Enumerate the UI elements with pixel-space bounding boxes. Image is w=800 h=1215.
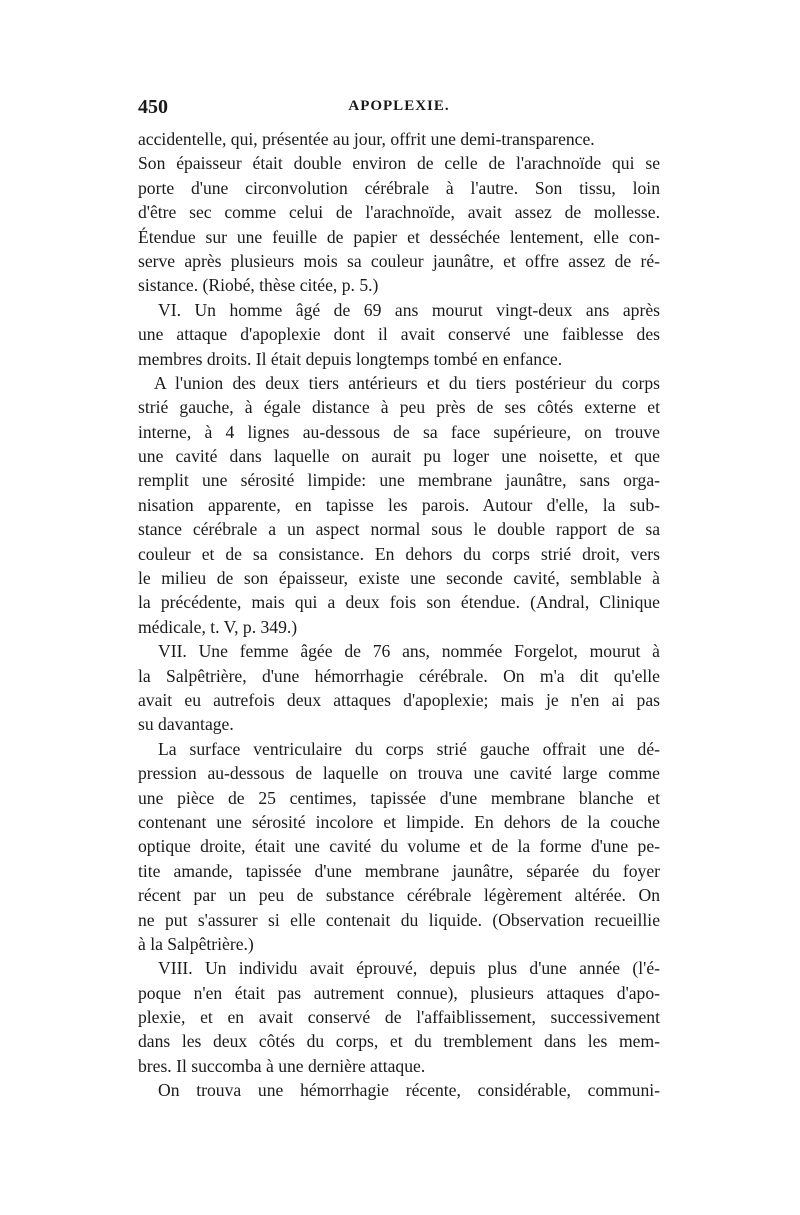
book-page (138, 96, 660, 1103)
text-line: couleur et de sa consistance. En dehors du corps strié droit, vers (138, 543, 660, 564)
text-line: la Salpêtrière, d'une hémorrhagie cérébrale. On m'a dit qu'elle (138, 665, 660, 686)
text-line: ne put s'assurer si elle contenait du liquide. (Observation recueillie (138, 909, 660, 930)
text-line: plexie, et en avait conservé de l'affaiblissement, successivement (138, 1007, 660, 1028)
text-line: A l'union des deux tiers antérieurs et du tiers postérieur du corps (154, 372, 660, 393)
text-line: VI. Un homme âgé de 69 ans mourut vingt-deux ans après (158, 299, 660, 320)
text-line: membres droits. Il était depuis longtemps tombé en enfance. (138, 348, 563, 369)
page-number: 450 (138, 96, 168, 118)
text-line: On trouva une hémorrhagie récente, considérable, communi- (158, 1080, 660, 1101)
text-line: dans les deux côtés du corps, et du tremblement dans les mem- (138, 1031, 660, 1052)
text-line: récent par un peu de substance cérébrale légèrement altérée. On (138, 885, 660, 906)
text-line: bres. Il succomba à une dernière attaque. (138, 1055, 426, 1076)
running-title: APOPLEXIE. (348, 98, 450, 114)
text-line: serve après plusieurs mois sa couleur jaunâtre, et offre assez de ré- (138, 250, 660, 271)
text-line: une attaque d'apoplexie dont il avait conservé une faiblesse des (138, 324, 660, 345)
text-line: su davantage. (138, 714, 234, 735)
text-line: remplit une sérosité limpide: une membrane jaunâtre, sans orga- (138, 470, 660, 491)
text-line: d'être sec comme celui de l'arachnoïde, avait assez de mollesse. (138, 202, 660, 223)
body-text (138, 127, 660, 1103)
text-line: à la Salpêtrière.) (138, 933, 254, 954)
text-line: optique droite, était une cavité du volume et de la forme d'une pe- (138, 836, 660, 857)
text-line: stance cérébrale a un aspect normal sous le double rapport de sa (138, 519, 660, 540)
text-line: une cavité dans laquelle on aurait pu loger une noisette, et que (138, 446, 660, 467)
text-line: pression au-dessous de laquelle on trouva une cavité large comme (138, 763, 660, 784)
text-line: porte d'une circonvolution cérébrale à l'autre. Son tissu, loin (138, 177, 660, 198)
text-line: strié gauche, à égale distance à peu près de ses côtés externe et (138, 397, 660, 418)
text-line: Son épaisseur était double environ de celle de l'arachnoïde qui se (138, 153, 660, 174)
page-header (138, 96, 660, 126)
text-line: accidentelle, qui, présentée au jour, offrit une demi-transparence. (138, 129, 595, 149)
text-line: le milieu de son épaisseur, existe une seconde cavité, semblable à (138, 568, 660, 589)
text-line: nisation apparente, en tapisse les parois. Autour d'elle, la sub- (138, 494, 660, 515)
text-line: interne, à 4 lignes au-dessous de sa face supérieure, on trouve (138, 421, 660, 442)
text-line: avait eu autrefois deux attaques d'apoplexie; mais je n'en ai pas (138, 689, 660, 710)
text-line: La surface ventriculaire du corps strié gauche offrait une dé- (158, 738, 660, 759)
text-line: la précédente, mais qui a deux fois son étendue. (Andral, Clinique (138, 592, 660, 613)
text-line: VIII. Un individu avait éprouvé, depuis plus d'une année (l'é- (158, 958, 660, 979)
text-line: une pièce de 25 centimes, tapissée d'une membrane blanche et (138, 787, 660, 808)
text-line: poque n'en était pas autrement connue), plusieurs attaques d'apo- (138, 982, 660, 1003)
text-line: Étendue sur une feuille de papier et desséchée lentement, elle con- (138, 226, 660, 247)
text-line: VII. Une femme âgée de 76 ans, nommée Forgelot, mourut à (158, 641, 660, 662)
text-line: tite amande, tapissée d'une membrane jaunâtre, séparée du foyer (138, 860, 660, 881)
text-line: médicale, t. V, p. 349.) (138, 616, 298, 637)
text-line: sistance. (Riobé, thèse citée, p. 5.) (138, 275, 379, 296)
text-line: contenant une sérosité incolore et limpide. En dehors de la couche (138, 811, 660, 832)
